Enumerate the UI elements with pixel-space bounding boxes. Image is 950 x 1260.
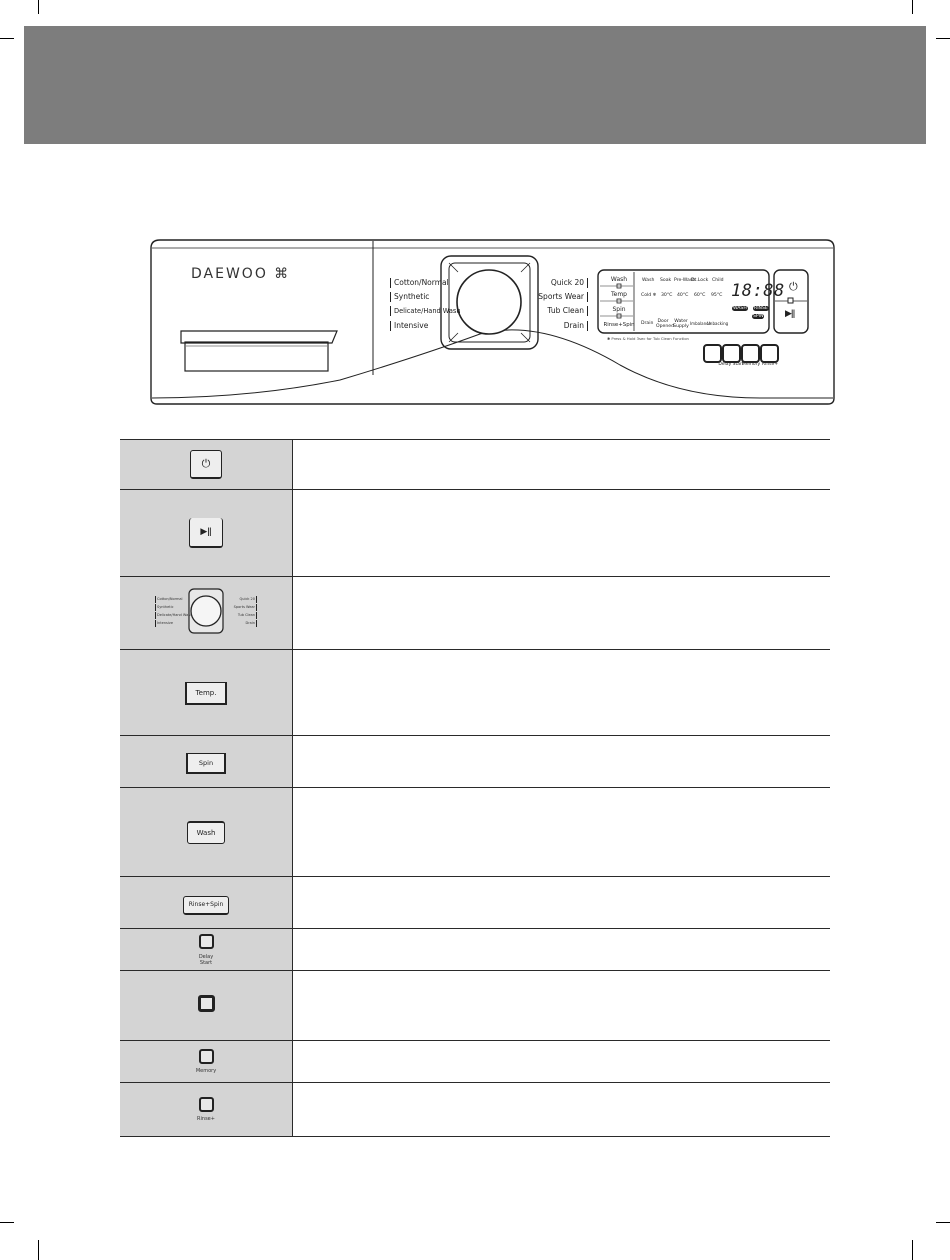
lcd-30c: 30°C (661, 293, 673, 298)
option-wash[interactable]: Wash (610, 276, 628, 283)
lcd-cold: Cold ❄ (641, 293, 657, 298)
rinse-plus-icon-label: Rinse+ (197, 1116, 215, 1122)
mini-program-label: Synthetic (157, 605, 174, 609)
program-cotton-normal[interactable]: Cotton/Normal (390, 278, 449, 288)
program-intensive[interactable]: Intensive (390, 321, 428, 331)
lcd-prewash: Pre-Wash (674, 278, 696, 283)
description-cell (293, 736, 831, 788)
lcd-door-opened: Door Opened (656, 319, 675, 329)
program-delicate[interactable]: Delicate/Hand Wash (390, 306, 461, 316)
rinse-plus-icon (199, 1097, 214, 1112)
table-row (120, 736, 830, 788)
panel-blank-button[interactable] (722, 344, 741, 363)
crop-mark (0, 1222, 14, 1223)
icon-cell (120, 650, 293, 736)
table-row (120, 490, 830, 577)
delay-start-icon (199, 934, 214, 949)
description-cell (293, 440, 831, 490)
crop-mark (936, 1222, 950, 1223)
description-cell (293, 490, 831, 577)
icon-cell (120, 577, 293, 650)
memory-icon (199, 1049, 214, 1064)
mini-program-label: Sports Wear (233, 605, 255, 609)
lcd-mini-wash: WASH (733, 306, 747, 311)
description-cell (293, 650, 831, 736)
mini-program-label: Cotton/Normal (157, 597, 183, 601)
icon-cell (120, 788, 293, 877)
lcd-dtlock: Dt.Lock (691, 278, 709, 283)
tub-clean-hint: ✱ Press & Hold 3sec for Tub Clean Function (607, 336, 689, 341)
lcd-imbalance: Imbalance (690, 321, 711, 326)
description-cell (293, 929, 831, 971)
brand-logo: DAEWOO ⌘ (191, 266, 291, 282)
option-rinse-spin[interactable]: Rinse+Spin (603, 322, 635, 328)
crop-mark (38, 1240, 39, 1260)
table-row (120, 929, 830, 971)
program-synthetic[interactable]: Synthetic (390, 292, 429, 302)
lcd-wash: Wash (642, 278, 655, 283)
table-row (120, 440, 830, 490)
table-row (120, 971, 830, 1041)
mini-program-label: Quick 20 (239, 597, 255, 601)
program-quick-20[interactable]: Quick 20 (538, 278, 588, 288)
mini-program-label: Delicate/Hand Wash (157, 613, 193, 617)
spin-button-icon: Spin (186, 753, 226, 774)
description-cell (293, 971, 831, 1041)
icon-cell (120, 1083, 293, 1137)
table-row (120, 650, 830, 736)
table-row (120, 877, 830, 929)
rinse-plus-button[interactable] (760, 344, 779, 363)
power-icon: ⏻ (190, 450, 222, 479)
table-row (120, 1041, 830, 1083)
lcd-95c: 95°C (711, 293, 723, 298)
delay-start-icon-label: Delay Start (198, 953, 214, 966)
start-pause-icon: ▶ǁ (189, 518, 223, 548)
icon-cell (120, 490, 293, 577)
temp-button-icon: Temp. (185, 682, 227, 705)
lcd-40c: 40°C (677, 293, 689, 298)
program-selector-icon (154, 583, 258, 639)
mini-program-label: Intensive (157, 621, 174, 625)
option-spin[interactable]: Spin (612, 306, 626, 313)
mini-program-label: Drain (245, 621, 255, 625)
description-cell (293, 1083, 831, 1137)
function-table (120, 439, 830, 1137)
program-tub-clean[interactable]: Tub Clean (538, 306, 588, 316)
power-icon[interactable]: ⏻ (789, 280, 798, 293)
blank-button-icon (198, 995, 215, 1012)
wash-button-icon: Wash (187, 821, 225, 844)
lcd-mini-spin: SPIN (753, 314, 764, 319)
description-cell (293, 577, 831, 650)
lcd-mini-rinse: RINSE (754, 306, 768, 311)
icon-cell (120, 736, 293, 788)
delay-start-label: Delay Start (718, 362, 744, 367)
lcd-drain: Drain (641, 321, 654, 326)
icon-cell (120, 877, 293, 929)
option-temp[interactable]: Temp (611, 291, 627, 298)
rinse-spin-button-icon: Rinse+Spin (183, 896, 229, 915)
crop-mark (912, 1240, 913, 1260)
lcd-water-supply: Water Supply (673, 319, 689, 329)
play-pause-icon[interactable]: ▶ǁ (785, 309, 795, 319)
lcd-soak: Soak (660, 278, 672, 283)
panel-outline (0, 0, 950, 420)
lcd-time-display: 18:88 (731, 281, 785, 301)
icon-cell (120, 440, 293, 490)
icon-cell (120, 971, 293, 1041)
memory-label: Memory (741, 362, 761, 367)
table-row (120, 577, 830, 650)
lcd-unbacking: Unbacking (707, 321, 729, 326)
lcd-child: Child (712, 278, 724, 283)
selector-knob-icon (154, 583, 258, 639)
program-sports-wear[interactable]: Sports Wear (538, 292, 588, 302)
delay-start-button[interactable] (703, 344, 722, 363)
memory-icon-label: Memory (195, 1068, 217, 1074)
table-row (120, 788, 830, 877)
rinse-plus-label: Rinse+ (761, 362, 779, 367)
icon-cell (120, 1041, 293, 1083)
icon-cell (120, 929, 293, 971)
description-cell (293, 788, 831, 877)
lcd-60c: 60°C (694, 293, 706, 298)
program-drain[interactable]: Drain (538, 321, 588, 331)
description-cell (293, 877, 831, 929)
memory-button[interactable] (741, 344, 760, 363)
table-row (120, 1083, 830, 1137)
description-cell (293, 1041, 831, 1083)
mini-program-label: Tub Clean (237, 613, 255, 617)
